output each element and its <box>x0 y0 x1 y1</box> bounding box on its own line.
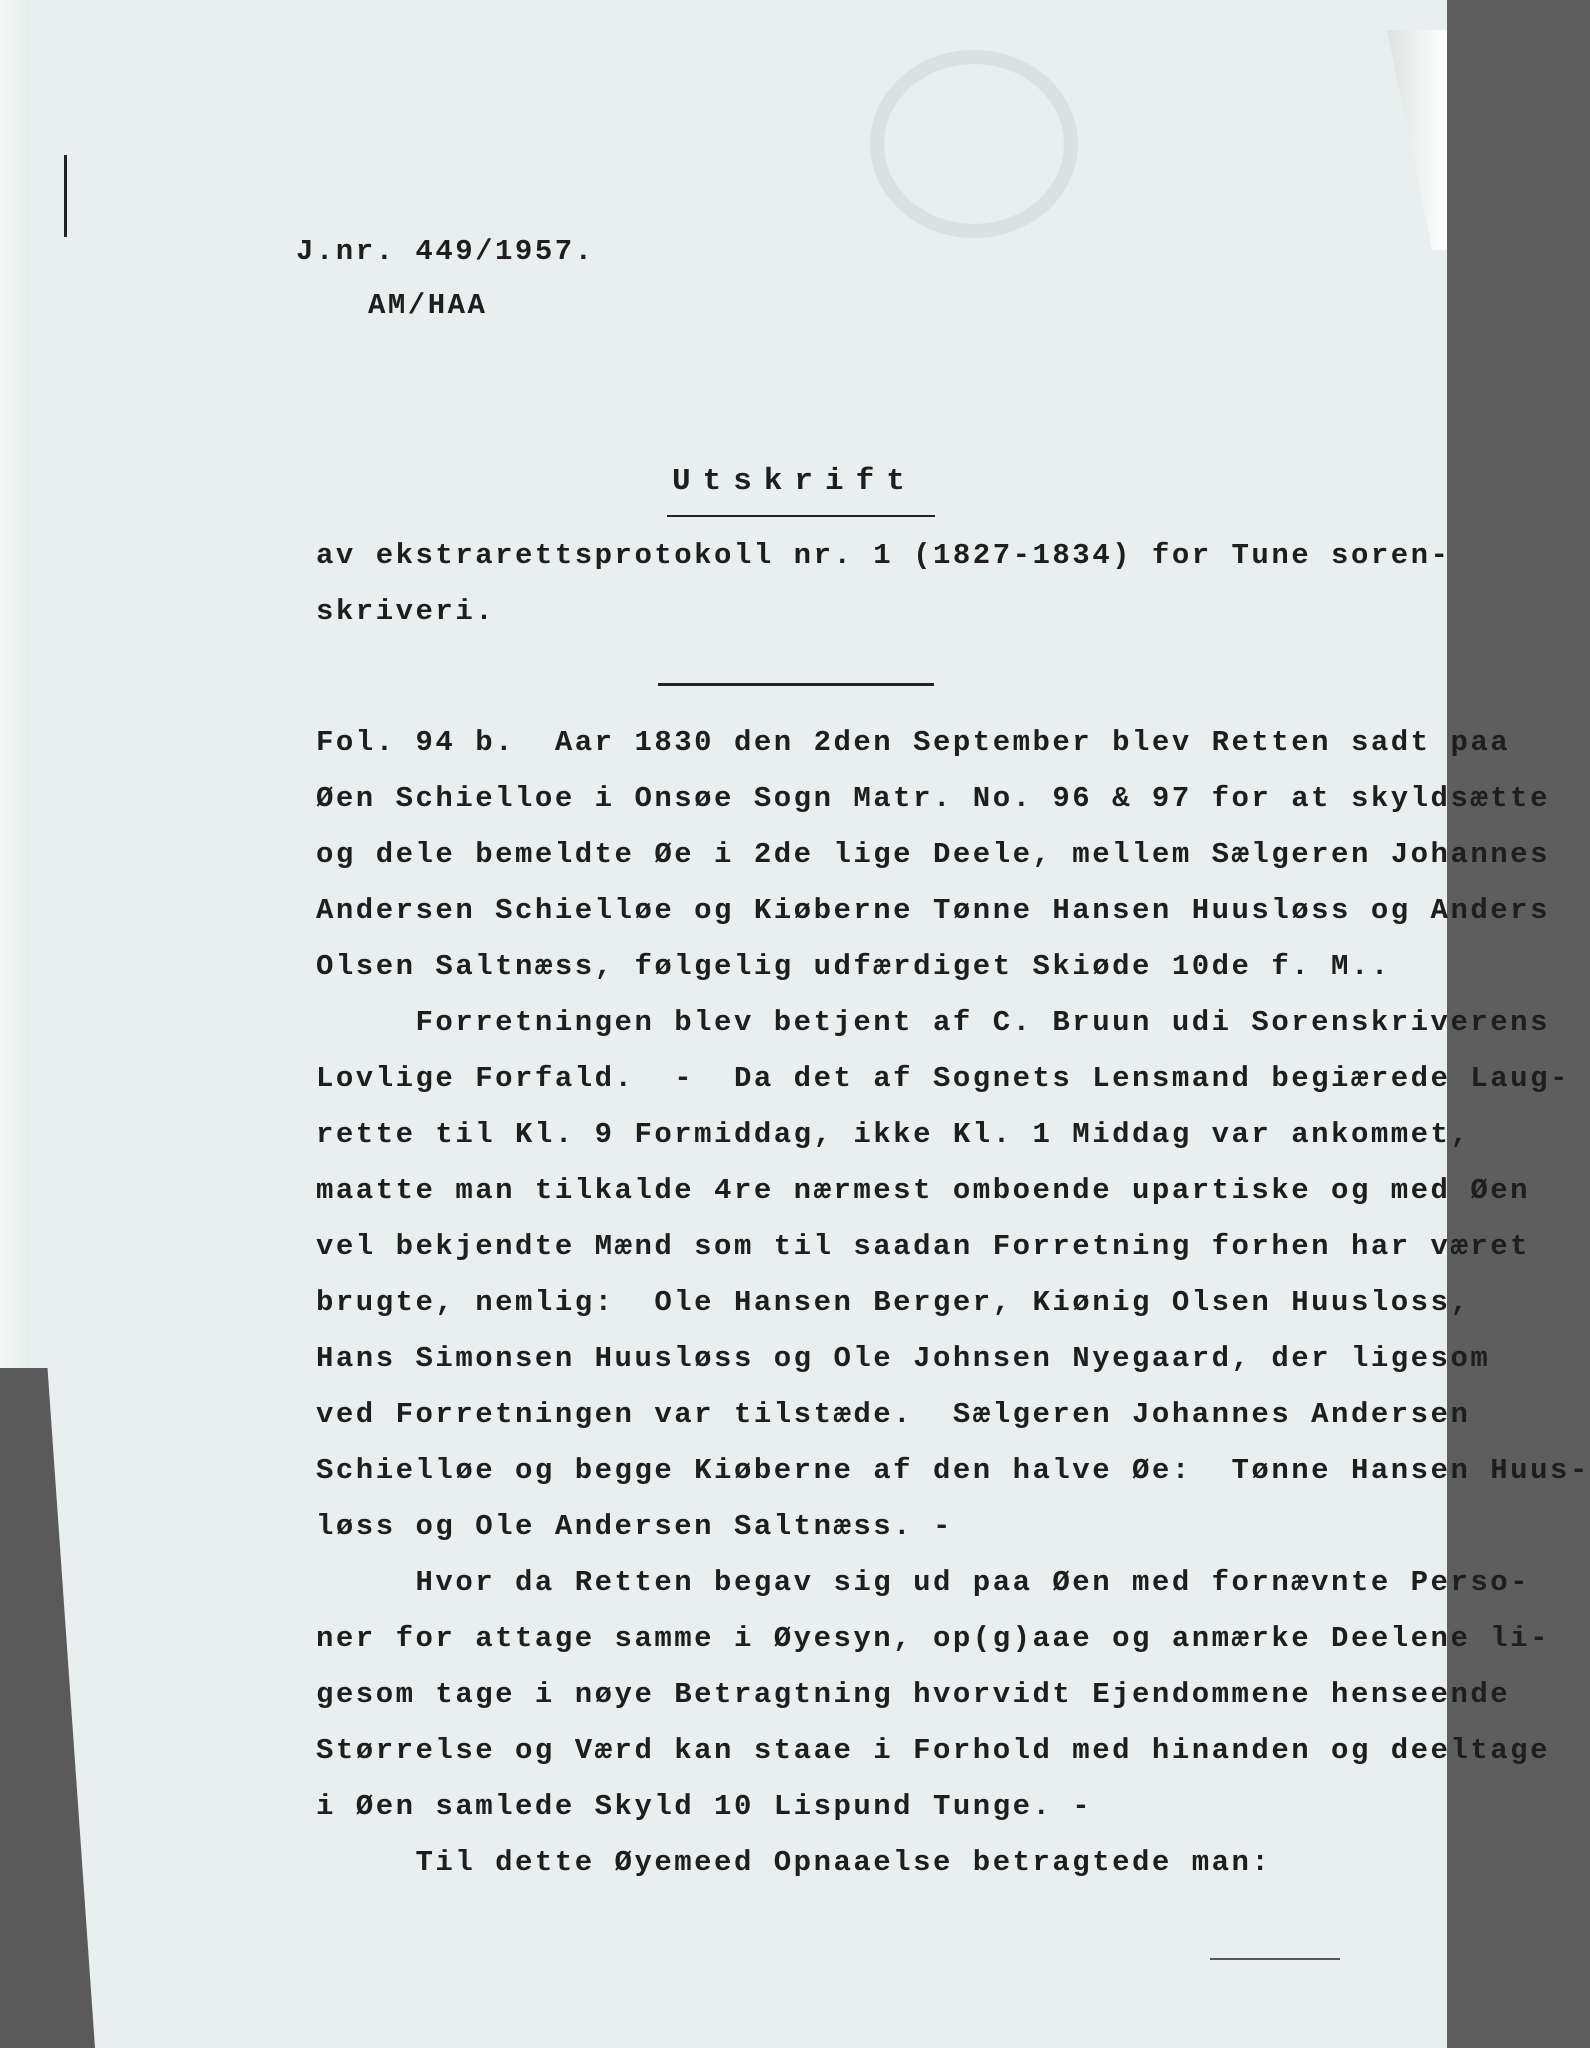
body-line: Lovlige Forfald. - Da det af Sognets Lensmand begiærede Laug- <box>316 1062 1570 1095</box>
body-line: Øen Schielloe i Onsøe Sogn Matr. No. 96 & 97 for at skyldsætte <box>316 782 1550 815</box>
page-fold <box>1372 30 1447 250</box>
section-divider <box>658 683 934 686</box>
body-line: løss og Ole Andersen Saltnæss. - <box>316 1510 953 1543</box>
body-line: ved Forretningen var tilstæde. Sælgeren Johannes Andersen <box>316 1398 1471 1431</box>
body-line: brugte, nemlig: Ole Hansen Berger, Kiønig Olsen Huusloss, <box>316 1286 1471 1319</box>
body-line: Olsen Saltnæss, følgelig udfærdiget Skiøde 10de f. M.. <box>316 950 1391 983</box>
body-line: i Øen samlede Skyld 10 Lispund Tunge. - <box>316 1790 1093 1823</box>
body-line: gesom tage i nøye Betragtning hvorvidt Ejendommene henseende <box>316 1678 1511 1711</box>
body-line: Schielløe og begge Kiøberne af den halve Øe: Tønne Hansen Huus- <box>316 1454 1590 1487</box>
title-underline <box>667 515 935 517</box>
body-line: og dele bemeldte Øe i 2de lige Deele, mellem Sælgeren Johannes <box>316 838 1550 871</box>
journal-number: J.nr. 449/1957. <box>296 235 595 268</box>
body-line: Hans Simonsen Huusløss og Ole Johnsen Nyegaard, der ligesom <box>316 1342 1491 1375</box>
body-line: vel bekjendte Mænd som til saadan Forretning forhen har været <box>316 1230 1531 1263</box>
subtitle-line: av ekstrarettsprotokoll nr. 1 (1827-1834) for Tune soren- <box>316 539 1451 572</box>
bottom-mark <box>1210 1958 1340 1960</box>
document-title: Utskrift <box>672 464 917 499</box>
subtitle-line: skriveri. <box>316 595 496 628</box>
binder-mark <box>64 155 67 237</box>
body-line: maatte man tilkalde 4re nærmest omboende upartiske og med Øen <box>316 1174 1531 1207</box>
body-line: rette til Kl. 9 Formiddag, ikke Kl. 1 Middag var ankommet, <box>316 1118 1471 1151</box>
body-line: Hvor da Retten begav sig ud paa Øen med fornævnte Perso- <box>316 1566 1531 1599</box>
body-line: Andersen Schielløe og Kiøberne Tønne Hansen Huusløss og Anders <box>316 894 1550 927</box>
faded-stamp <box>870 50 1078 238</box>
body-line: Fol. 94 b. Aar 1830 den 2den September blev Retten sadt paa <box>316 726 1511 759</box>
body-line: Størrelse og Værd kan staae i Forhold med hinanden og deeltage <box>316 1734 1550 1767</box>
body-line: ner for attage samme i Øyesyn, op(g)aae og anmærke Deelene li- <box>316 1622 1550 1655</box>
body-line: Til dette Øyemeed Opnaaelse betragtede man: <box>316 1846 1272 1879</box>
body-line: Forretningen blev betjent af C. Bruun udi Sorenskriverens <box>316 1006 1550 1039</box>
initials: AM/HAA <box>368 289 488 322</box>
scan-background-corner <box>0 1368 95 2048</box>
